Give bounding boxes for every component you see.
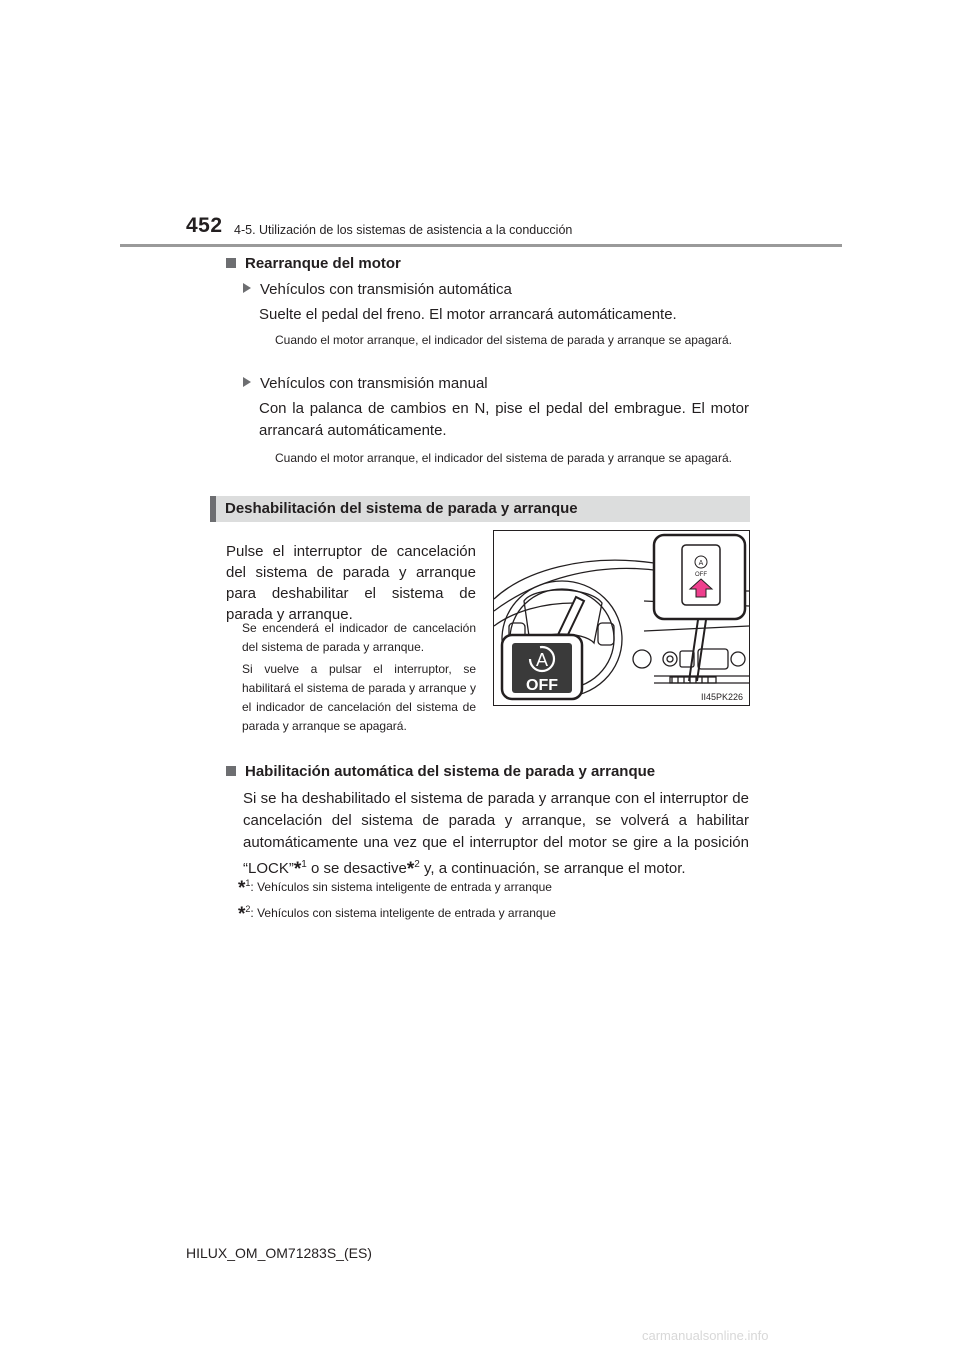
square-bullet-icon xyxy=(226,258,236,268)
switch-large-label: OFF xyxy=(526,677,558,694)
triangle-bullet-icon xyxy=(243,283,251,293)
header-rule xyxy=(120,244,842,247)
dashboard-drawing xyxy=(494,531,749,705)
section-banner-disable xyxy=(210,496,750,522)
banner-accent-bar xyxy=(210,496,216,522)
watermark: carmanualsonline.info xyxy=(642,1328,769,1343)
subheading-manual: Vehículos con transmisión manual xyxy=(243,375,488,392)
paragraph-disable: Pulse el interruptor de cancelación del sistema de parada y arranque para deshabilitar el sistema de parada y arranque. xyxy=(226,543,476,623)
switch-small-label: OFF xyxy=(695,572,707,578)
switch-large-letter: A xyxy=(535,650,549,670)
asterisk-mark: * xyxy=(293,859,302,880)
square-bullet-icon xyxy=(226,766,236,776)
chapter-title: 4-5. Utilización de los sistemas de asistencia a la conducción xyxy=(234,223,573,237)
note-automatic: Cuando el motor arranque, el indicador del sistema de parada y arranque se apagará. xyxy=(275,333,732,347)
asterisk-mark: * xyxy=(406,859,415,880)
footnote-1: *$^1$: Vehículos sin sistema inteligente de entrada y arranque xyxy=(238,878,552,899)
subheading-automatic: Vehículos con transmisión automática xyxy=(243,281,512,298)
note-manual: Cuando el motor arranque, el indicador del sistema de parada y arranque se apagará. xyxy=(275,451,732,465)
section-heading-restart: Rearranque del motor xyxy=(226,255,401,272)
paragraph-auto-enable: Si se ha deshabilitado el sistema de parada y arranque con el interruptor de cancelación del sistema de parada y arranque, se volverá a habilitar automáticamente una vez que el interruptor del motor se gire a la posición “LOCK”*$^1$ o se desactive*$^2$ y, a continuación, se arranque el motor. xyxy=(243,790,749,880)
banner-title: Deshabilitación del sistema de parada y arranque xyxy=(225,500,578,517)
footnote-2: *$^2$: Vehículos con sistema inteligente de entrada y arranque xyxy=(238,904,556,925)
section-heading-auto-enable: Habilitación automática del sistema de parada y arranque xyxy=(226,763,655,780)
figure-code: II45PK226 xyxy=(700,692,743,702)
triangle-bullet-icon xyxy=(243,377,251,387)
note-indicator-on: Se encenderá el indicador de cancelación del sistema de parada y arranque. xyxy=(242,621,476,654)
document-code: HILUX_OM_OM71283S_(ES) xyxy=(186,1245,372,1261)
page-number: 452 xyxy=(186,214,223,237)
switch-small-letter: A xyxy=(698,560,704,567)
dashboard-illustration xyxy=(493,530,750,706)
paragraph-automatic: Suelte el pedal del freno. El motor arrancará automáticamente. xyxy=(259,306,677,323)
note-press-again: Si vuelve a pulsar el interruptor, se habilitará el sistema de parada y arranque y el indicador de cancelación del sistema de parada y arranque se apagará. xyxy=(242,662,476,733)
paragraph-manual: Con la palanca de cambios en N, pise el pedal del embrague. El motor arrancará automáticamente. xyxy=(259,400,749,439)
